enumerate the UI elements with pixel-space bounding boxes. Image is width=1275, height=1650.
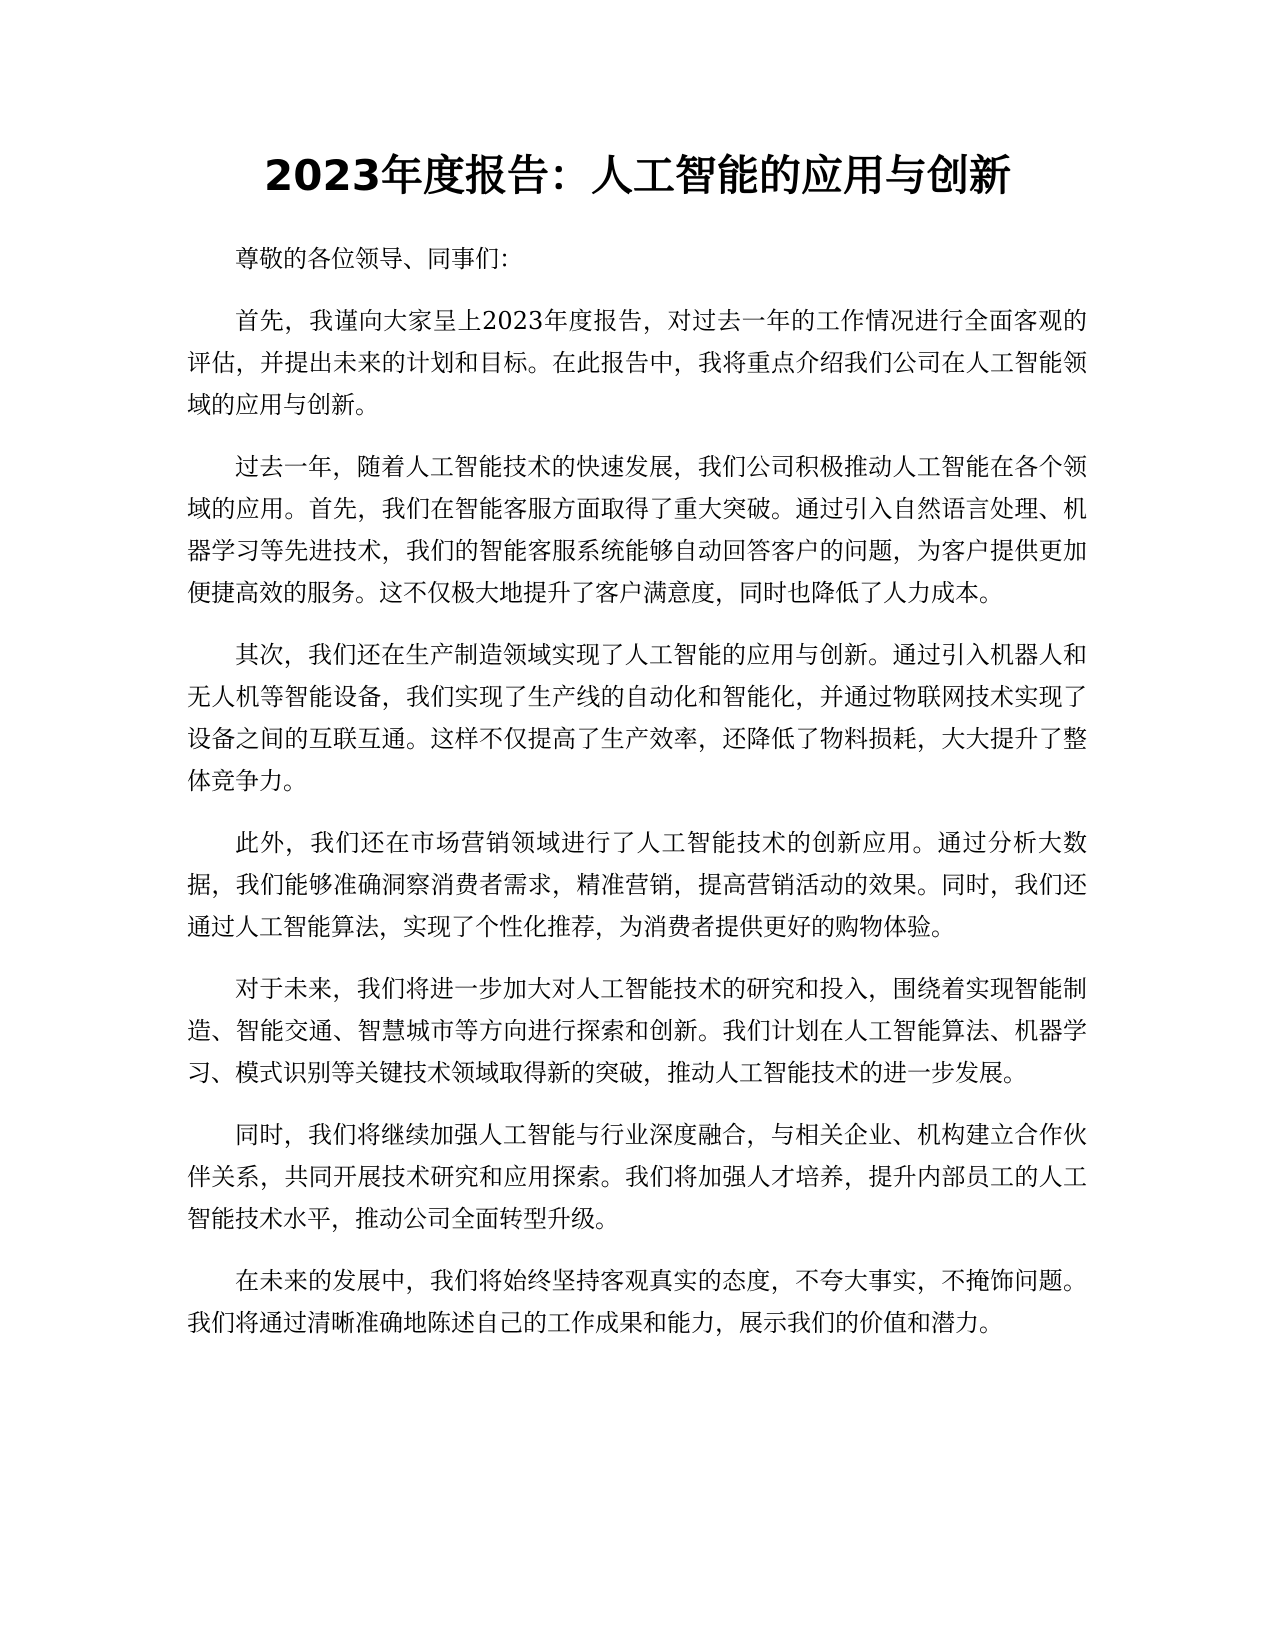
paragraph-marketing: 此外，我们还在市场营销领域进行了人工智能技术的创新应用。通过分析大数据，我们能够准确洞察消费者需求，精准营销，提高营销活动的效果。同时，我们还通过人工智能算法，实现了个性化推荐，为消费者提供更好的购物体验。	[187, 829, 1087, 941]
paragraph-customer-service: 过去一年，随着人工智能技术的快速发展，我们公司积极推动人工智能在各个领域的应用。首先，我们在智能客服方面取得了重大突破。通过引入自然语言处理、机器学习等先进技术，我们的智能客服系统能够自动回答客户的问题，为客户提供更加便捷高效的服务。这不仅极大地提升了客户满意度，同时也降低了人力成本。	[187, 453, 1087, 607]
paragraph-future-research: 对于未来，我们将进一步加大对人工智能技术的研究和投入，围绕着实现智能制造、智能交通、智慧城市等方向进行探索和创新。我们计划在人工智能算法、机器学习、模式识别等关键技术领域取得新的突破，推动人工智能技术的进一步发展。	[187, 975, 1087, 1087]
document-body	[187, 238, 1087, 1364]
paragraph-intro: 首先，我谨向大家呈上2023年度报告，对过去一年的工作情况进行全面客观的评估，并提出未来的计划和目标。在此报告中，我将重点介绍我们公司在人工智能领域的应用与创新。	[187, 307, 1087, 419]
paragraph-manufacturing: 其次，我们还在生产制造领域实现了人工智能的应用与创新。通过引入机器人和无人机等智能设备，我们实现了生产线的自动化和智能化，并通过物联网技术实现了设备之间的互联互通。这样不仅提高了生产效率，还降低了物料损耗，大大提升了整体竞争力。	[187, 641, 1087, 795]
paragraph-closing: 在未来的发展中，我们将始终坚持客观真实的态度，不夸大事实，不掩饰问题。我们将通过清晰准确地陈述自己的工作成果和能力，展示我们的价值和潜力。	[187, 1267, 1087, 1337]
document-title: 2023年度报告：人工智能的应用与创新	[264, 151, 1011, 200]
salutation: 尊敬的各位领导、同事们：	[235, 245, 523, 273]
paragraph-industry-integration: 同时，我们将继续加强人工智能与行业深度融合，与相关企业、机构建立合作伙伴关系，共同开展技术研究和应用探索。我们将加强人才培养，提升内部员工的人工智能技术水平，推动公司全面转型升级。	[187, 1121, 1087, 1233]
